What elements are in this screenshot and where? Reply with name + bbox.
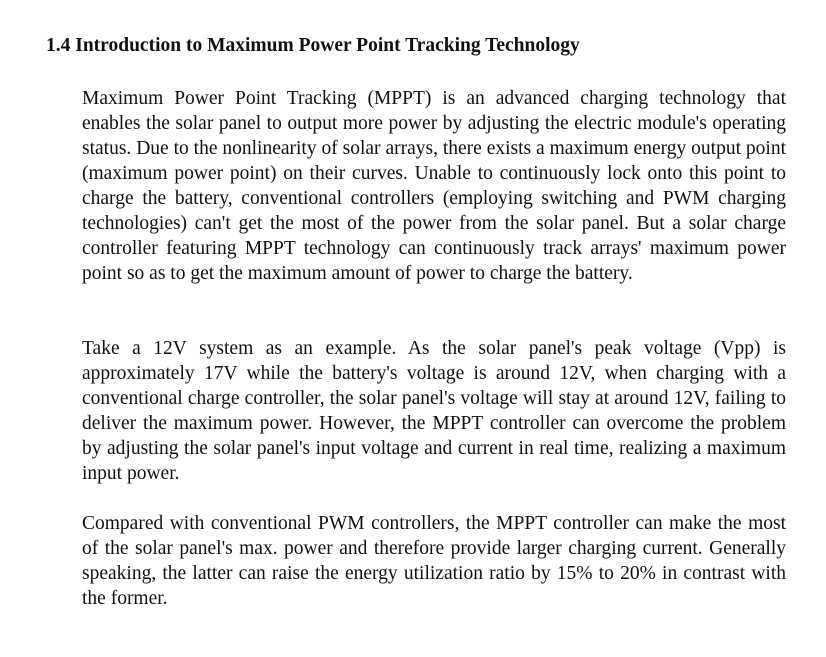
paragraph-pwm-comparison: Compared with conventional PWM controllers, the MPPT controller can make the most of the solar panel's max. power and therefore provide larger charging current. Generally speaking, the latter can raise the energy utilization ratio by 15% to 20% in contrast with the former. [82, 513, 786, 609]
paragraph-mppt-definition: Maximum Power Point Tracking (MPPT) is an advanced charging technology that enables the solar panel to output more power by adjusting the electric module's operating status. Due to the nonlinearity of solar arrays, there exists a maximum energy output point (maximum power point) on their curves. Unable to continuously lock onto this point to charge the battery, conventional controllers (employing switching and PWM charging technologies) can't get the most of the power from the solar panel. But a solar charge controller featuring MPPT technology can continuously track arrays' maximum power point so as to get the maximum amount of power to charge the battery. [82, 88, 786, 284]
section-heading: 1.4 Introduction to Maximum Power Point Tracking Technology [46, 35, 580, 56]
paragraph-12v-example: Take a 12V system as an example. As the solar panel's peak voltage (Vpp) is approximately 17V while the battery's voltage is around 12V, when charging with a conventional charge controller, the solar panel's voltage will stay at around 12V, failing to deliver the maximum power. However, the MPPT controller can overcome the problem by adjusting the solar panel's input voltage and current in real time, realizing a maximum input power. [82, 338, 786, 484]
